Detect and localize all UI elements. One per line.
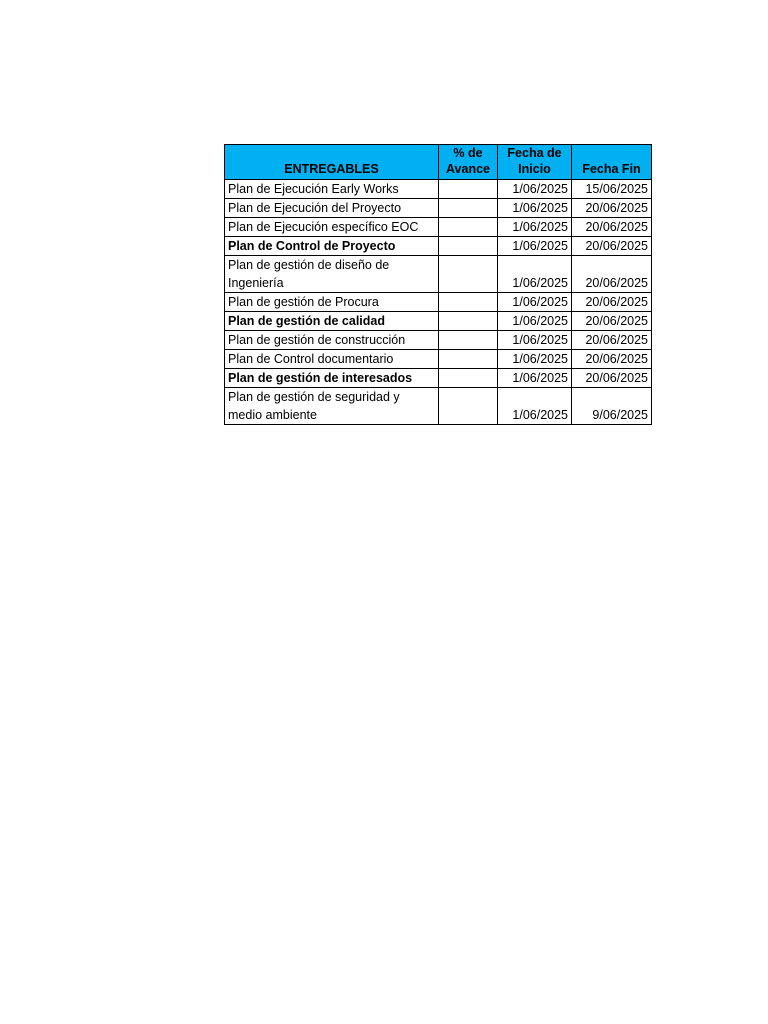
deliverable-name: Plan de gestión de seguridad y medio ambiente (225, 388, 439, 425)
fecha-fin-cell: 20/06/2025 (572, 237, 652, 256)
avance-cell (439, 218, 498, 237)
table-row (225, 350, 652, 369)
fecha-inicio-cell: 1/06/2025 (498, 350, 572, 369)
fecha-fin-cell: 20/06/2025 (572, 218, 652, 237)
avance-cell (439, 256, 498, 293)
deliverable-name: Plan de Ejecución Early Works (225, 180, 439, 199)
fecha-fin-cell: 20/06/2025 (572, 199, 652, 218)
fecha-inicio-cell: 1/06/2025 (498, 312, 572, 331)
header-avance (439, 145, 498, 180)
fecha-inicio-cell: 1/06/2025 (498, 218, 572, 237)
table-row (225, 369, 652, 388)
table-row (225, 312, 652, 331)
fecha-fin-cell: 9/06/2025 (572, 388, 652, 425)
deliverable-name: Plan de Ejecución específico EOC (225, 218, 439, 237)
header-fecha-inicio (498, 145, 572, 180)
avance-cell (439, 388, 498, 425)
avance-cell (439, 331, 498, 350)
fecha-inicio-cell: 1/06/2025 (498, 237, 572, 256)
deliverable-name: Plan de Control documentario (225, 350, 439, 369)
table-row (225, 237, 652, 256)
fecha-inicio-cell: 1/06/2025 (498, 293, 572, 312)
table-row (225, 256, 652, 293)
fecha-fin-cell: 20/06/2025 (572, 293, 652, 312)
header-entregables: ENTREGABLES (225, 145, 439, 180)
header-inicio-line1: Fecha de (507, 146, 562, 160)
fecha-fin-cell: 20/06/2025 (572, 369, 652, 388)
table-row (225, 218, 652, 237)
avance-cell (439, 369, 498, 388)
fecha-inicio-cell: 1/06/2025 (498, 388, 572, 425)
fecha-fin-cell: 20/06/2025 (572, 312, 652, 331)
avance-cell (439, 312, 498, 331)
fecha-fin-cell: 20/06/2025 (572, 350, 652, 369)
fecha-inicio-cell: 1/06/2025 (498, 331, 572, 350)
fecha-fin-cell: 15/06/2025 (572, 180, 652, 199)
avance-cell (439, 350, 498, 369)
header-avance-line1: % de (453, 146, 483, 160)
avance-cell (439, 293, 498, 312)
avance-cell (439, 237, 498, 256)
table-row (225, 180, 652, 199)
deliverable-name: Plan de gestión de diseño de Ingeniería (225, 256, 439, 293)
deliverables-table (224, 144, 652, 425)
header-row (225, 145, 652, 180)
header-avance-line2: Avance (445, 162, 490, 176)
fecha-fin-cell: 20/06/2025 (572, 331, 652, 350)
fecha-inicio-cell: 1/06/2025 (498, 369, 572, 388)
header-fecha-fin: Fecha Fin (572, 145, 652, 180)
deliverable-name: Plan de gestión de calidad (225, 312, 439, 331)
fecha-inicio-cell: 1/06/2025 (498, 180, 572, 199)
avance-cell (439, 199, 498, 218)
table-row (225, 199, 652, 218)
deliverable-name: Plan de gestión de interesados (225, 369, 439, 388)
table-row (225, 388, 652, 425)
deliverable-name: Plan de gestión de Procura (225, 293, 439, 312)
deliverable-name: Plan de gestión de construcción (225, 331, 439, 350)
header-inicio-line2: Inicio (518, 162, 551, 176)
fecha-inicio-cell: 1/06/2025 (498, 199, 572, 218)
table-row (225, 331, 652, 350)
fecha-inicio-cell: 1/06/2025 (498, 256, 572, 293)
deliverable-name: Plan de Ejecución del Proyecto (225, 199, 439, 218)
avance-cell (439, 180, 498, 199)
deliverable-name: Plan de Control de Proyecto (225, 237, 439, 256)
fecha-fin-cell: 20/06/2025 (572, 256, 652, 293)
table-row (225, 293, 652, 312)
